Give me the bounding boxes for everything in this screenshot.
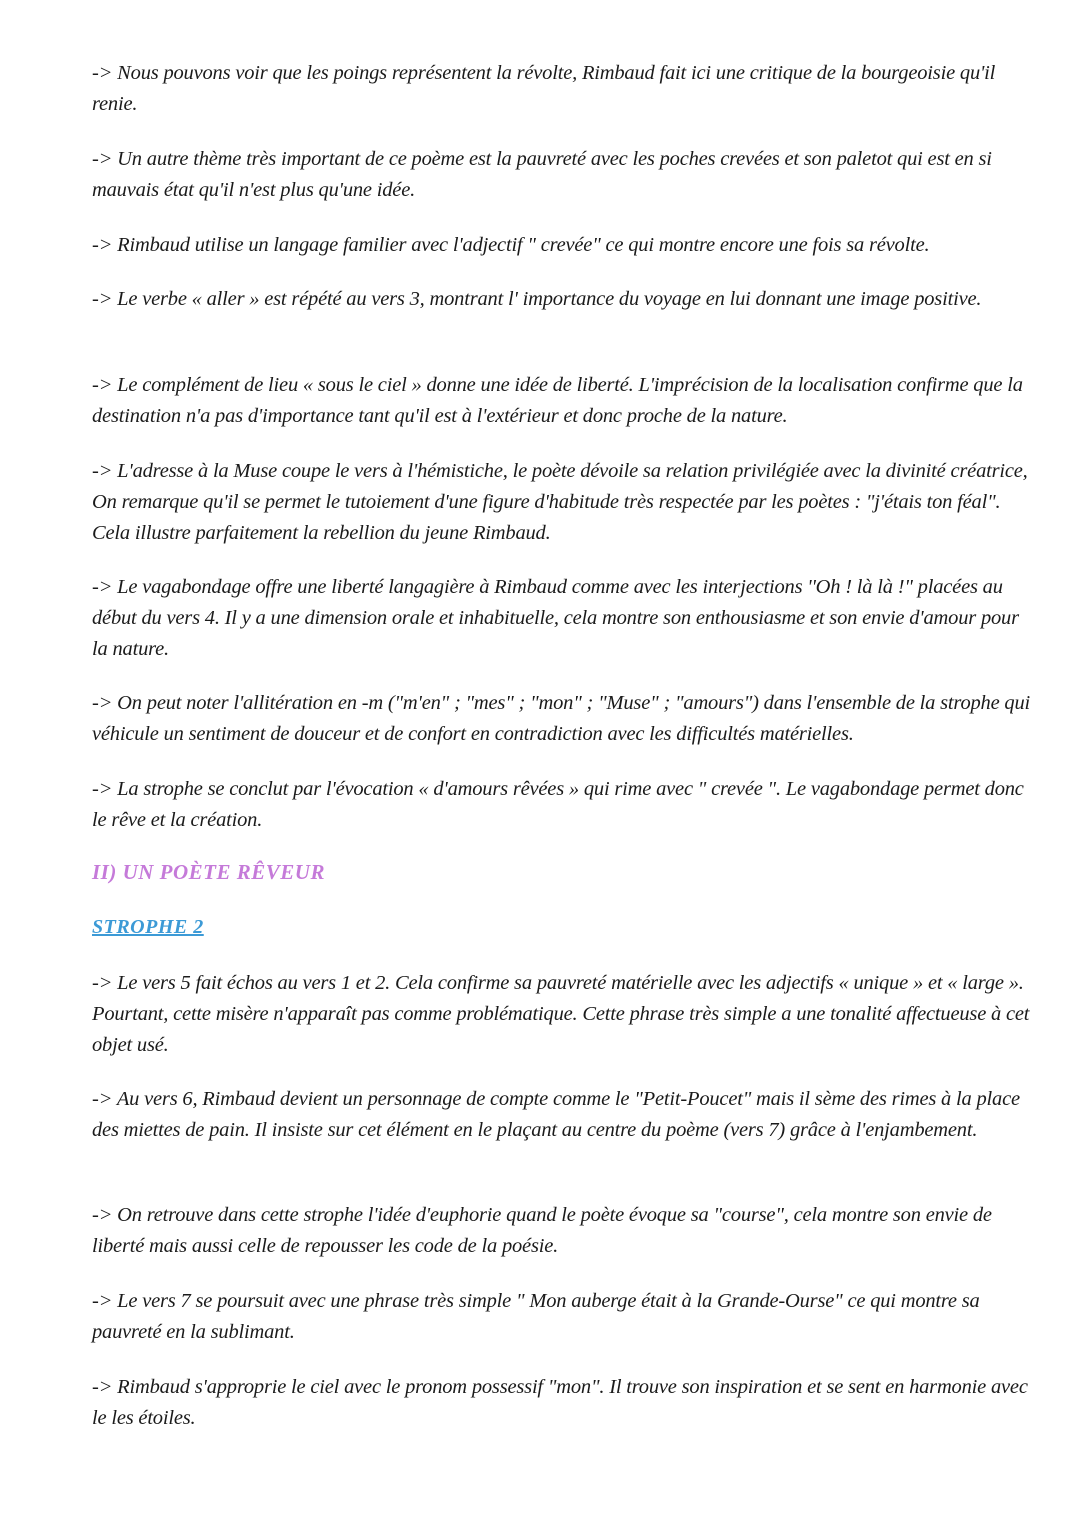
subsection-heading: STROPHE 2 [92, 916, 204, 938]
paragraph-adresse-muse: -> L'adresse à la Muse coupe le vers à l'hémistiche, le poète dévoile sa relation privilégiée avec la divinité créatrice, On remarque qu'il se permet le tutoiement d'une figure d'habitude très respectée par les poètes : "j'étais ton féal". Cela illustre parfaitement la rebellion du jeune Rimbaud. [92, 460, 1028, 544]
paragraph-verbe-aller: -> Le verbe « aller » est répété au vers 3, montrant l' importance du voyage en lui donnant une image positive. [92, 288, 982, 310]
paragraph-pronom-possessif: -> Rimbaud s'approprie le ciel avec le pronom possessif "mon". Il trouve son inspiration et se sent en harmonie avec le les étoiles. [92, 1376, 1028, 1429]
paragraph-vers-6: -> Au vers 6, Rimbaud devient un personnage de compte comme le "Petit-Poucet" mais il sème des rimes à la place des miettes de pain. Il insiste sur cet élément en le plaçant au centre du poème (vers 7) grâce à l'enjambement. [92, 1088, 1020, 1141]
paragraph-poings-revolte: -> Nous pouvons voir que les poings représentent la révolte, Rimbaud fait ici une critique de la bourgeoisie qu'il renie. [92, 62, 996, 115]
paragraph-vers-5: -> Le vers 5 fait échos au vers 1 et 2. Cela confirme sa pauvreté matérielle avec les adjectifs « unique » et « large ». Pourtant, cette misère n'apparaît pas comme problématique. Cette phrase très simple a une tonalité affectueuse à cet objet usé. [92, 972, 1030, 1056]
paragraph-pauvrete: -> Un autre thème très important de ce poème est la pauvreté avec les poches crevées et son paletot qui est en si mauvais état qu'il n'est plus qu'une idée. [92, 148, 992, 201]
paragraph-complement-lieu: -> Le complément de lieu « sous le ciel » donne une idée de liberté. L'imprécision de la localisation confirme que la destination n'a pas d'importance tant qu'il est à l'extérieur et donc proche de la nature. [92, 374, 1023, 427]
paragraph-vers-7: -> Le vers 7 se poursuit avec une phrase très simple " Mon auberge était à la Grande-Ourse" ce qui montre sa pauvreté en la sublimant. [92, 1290, 980, 1343]
paragraph-alliteration: -> On peut noter l'allitération en -m ("m'en" ; "mes" ; "mon" ; "Muse" ; "amours") dans l'ensemble de la strophe qui véhicule un sentiment de douceur et de confort en contradiction avec les difficultés matérielles. [92, 692, 1031, 745]
paragraph-langage-familier: -> Rimbaud utilise un langage familier avec l'adjectif " crevée" ce qui montre encore une fois sa révolte. [92, 234, 930, 256]
paragraph-euphorie: -> On retrouve dans cette strophe l'idée d'euphorie quand le poète évoque sa "course", cela montre son envie de liberté mais aussi celle de repousser les code de la poésie. [92, 1204, 992, 1257]
section-heading: II) UN POÈTE RÊVEUR [92, 860, 325, 884]
paragraph-vagabondage: -> Le vagabondage offre une liberté langagière à Rimbaud comme avec les interjections ''Oh ! là là !" placées au début du vers 4. Il y a une dimension orale et inhabituelle, cela montre son enthousiasme et son envie d'amour pour la nature. [92, 576, 1019, 660]
paragraph-conclusion-strophe: -> La strophe se conclut par l'évocation « d'amours rêvées » qui rime avec " crevée ". Le vagabondage permet donc le rêve et la création. [92, 778, 1024, 831]
